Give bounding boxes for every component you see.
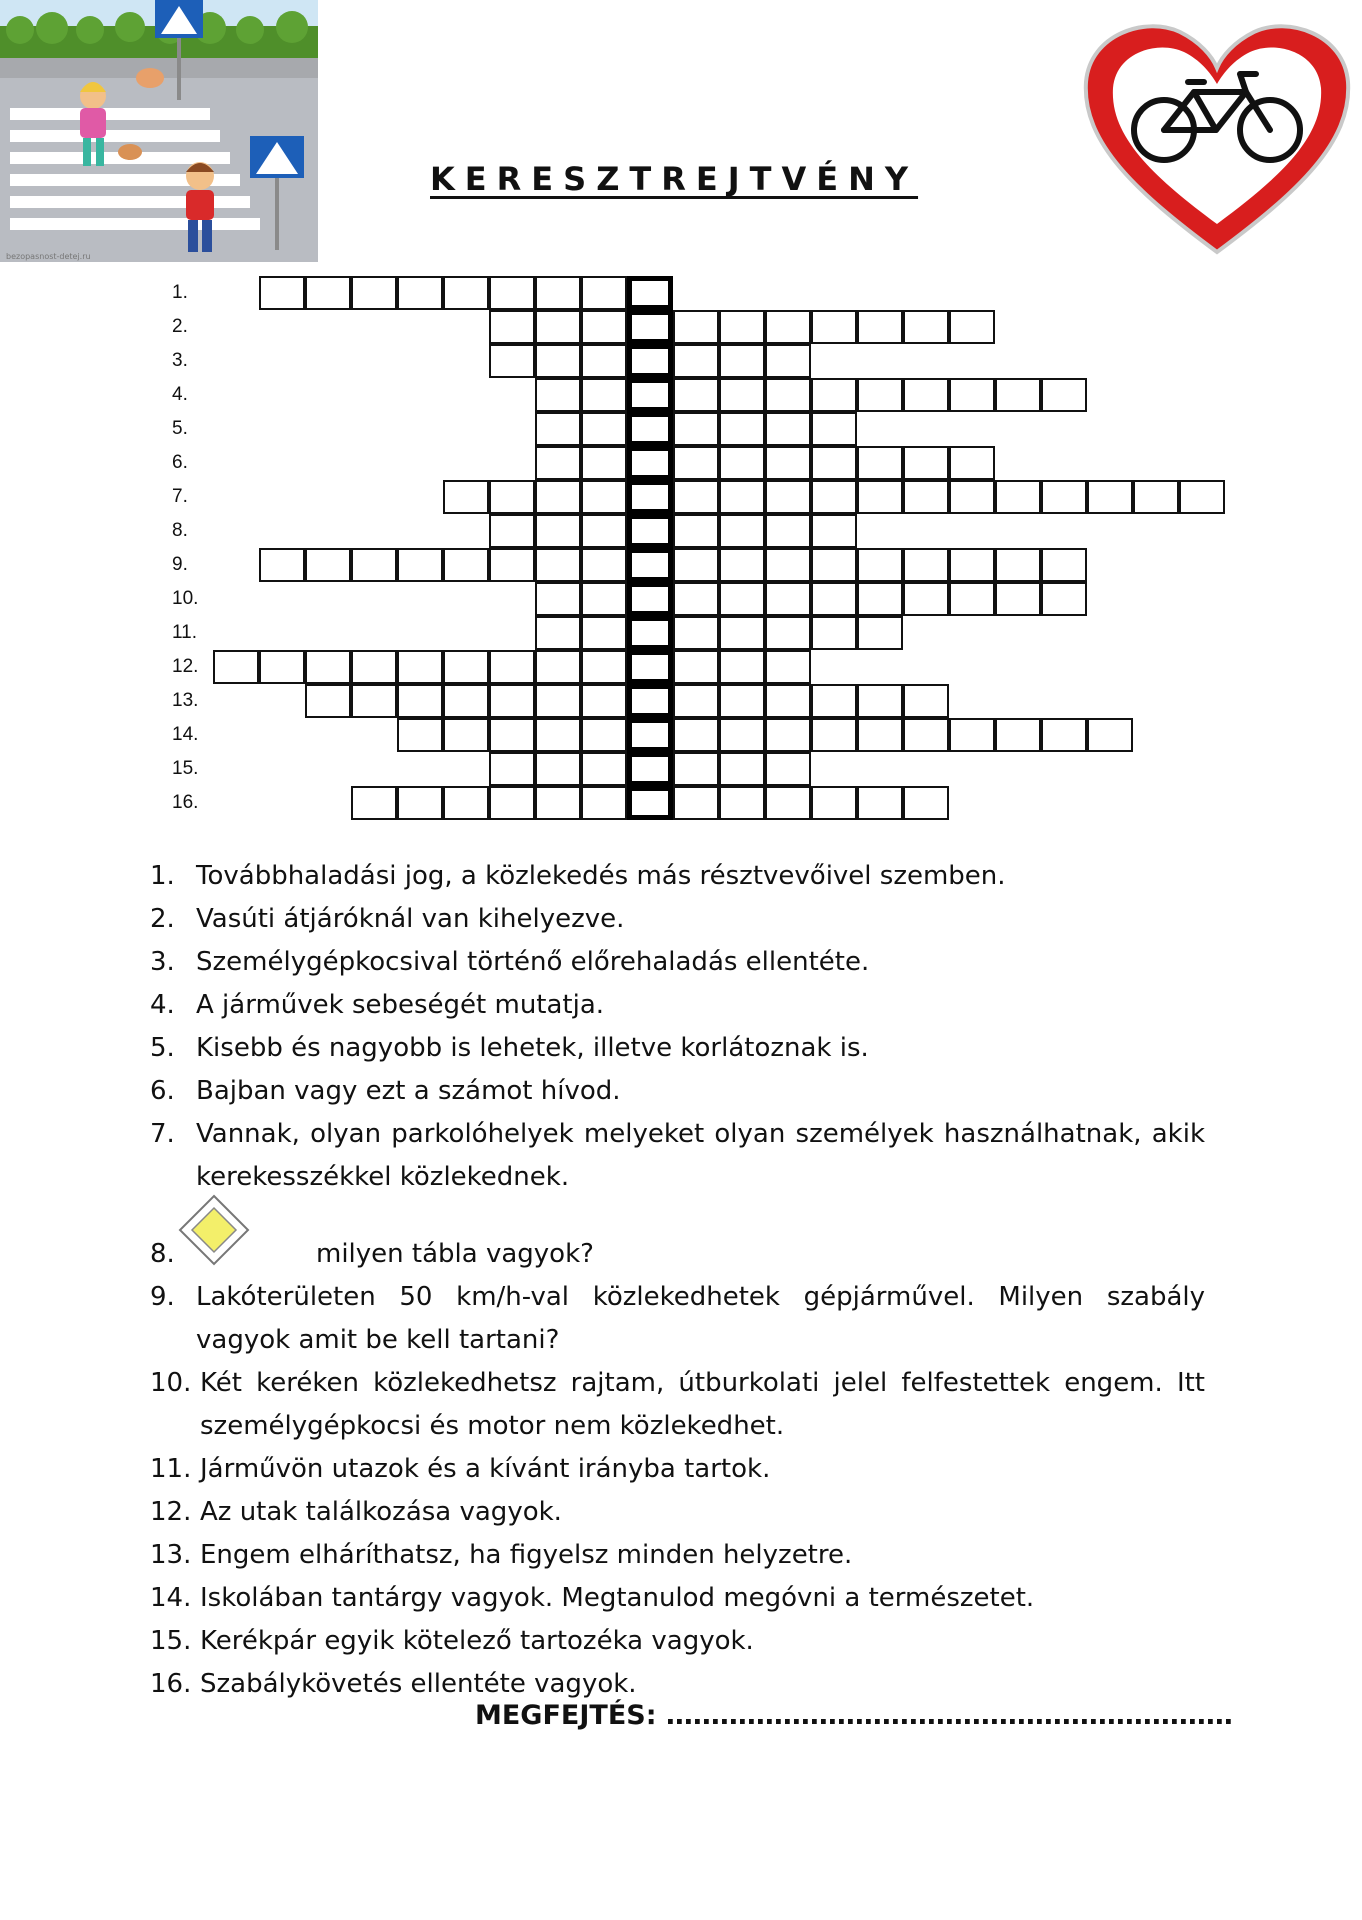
clue-item bbox=[150, 984, 1205, 1027]
letter-cell[interactable] bbox=[719, 378, 765, 412]
letter-cell[interactable] bbox=[213, 650, 259, 684]
letter-cell[interactable] bbox=[351, 786, 397, 820]
letter-cell[interactable] bbox=[811, 412, 857, 446]
letter-cell[interactable] bbox=[581, 480, 627, 514]
solution-cell[interactable] bbox=[627, 446, 673, 480]
letter-cell[interactable] bbox=[903, 446, 949, 480]
solution-cell[interactable] bbox=[627, 752, 673, 786]
letter-cell[interactable] bbox=[489, 310, 535, 344]
letter-cell[interactable] bbox=[305, 548, 351, 582]
clue-number: 1. bbox=[150, 861, 175, 891]
clue-number: 6. bbox=[150, 1076, 175, 1106]
solution-cell[interactable] bbox=[627, 684, 673, 718]
letter-cell[interactable] bbox=[949, 718, 995, 752]
clue-item bbox=[150, 1276, 1205, 1362]
row-number: 1. bbox=[172, 282, 188, 303]
clue-item bbox=[150, 855, 1205, 898]
letter-cell[interactable] bbox=[1179, 480, 1225, 514]
solution-cell[interactable] bbox=[627, 582, 673, 616]
letter-cell[interactable] bbox=[397, 684, 443, 718]
letter-cell[interactable] bbox=[995, 378, 1041, 412]
clue-text: Szabálykövetés ellentéte vagyok. bbox=[200, 1669, 637, 1699]
clue-number: 12. bbox=[150, 1497, 192, 1527]
row-number: 5. bbox=[172, 418, 188, 439]
letter-cell[interactable] bbox=[811, 378, 857, 412]
clue-number: 7. bbox=[150, 1119, 175, 1149]
letter-cell[interactable] bbox=[811, 582, 857, 616]
letter-cell[interactable] bbox=[673, 446, 719, 480]
letter-cell[interactable] bbox=[1087, 480, 1133, 514]
letter-cell[interactable] bbox=[581, 446, 627, 480]
letter-cell[interactable] bbox=[535, 310, 581, 344]
letter-cell[interactable] bbox=[535, 752, 581, 786]
letter-cell[interactable] bbox=[581, 616, 627, 650]
letter-cell[interactable] bbox=[765, 684, 811, 718]
letter-cell[interactable] bbox=[443, 786, 489, 820]
solution-cell[interactable] bbox=[627, 786, 673, 820]
priority-road-sign-slot bbox=[196, 1242, 316, 1262]
letter-cell[interactable] bbox=[673, 786, 719, 820]
letter-cell[interactable] bbox=[581, 718, 627, 752]
letter-cell[interactable] bbox=[489, 276, 535, 310]
letter-cell[interactable] bbox=[581, 310, 627, 344]
letter-cell[interactable] bbox=[765, 344, 811, 378]
row-number: 13. bbox=[172, 690, 199, 711]
letter-cell[interactable] bbox=[305, 650, 351, 684]
clue-text: Engem elháríthatsz, ha figyelsz minden helyzetre. bbox=[200, 1540, 853, 1570]
letter-cell[interactable] bbox=[581, 514, 627, 548]
letter-cell[interactable] bbox=[1041, 718, 1087, 752]
letter-cell[interactable] bbox=[903, 548, 949, 582]
clue-item bbox=[150, 1027, 1205, 1070]
letter-cell[interactable] bbox=[903, 378, 949, 412]
letter-cell[interactable] bbox=[673, 718, 719, 752]
letter-cell[interactable] bbox=[765, 480, 811, 514]
letter-cell[interactable] bbox=[719, 548, 765, 582]
solution-cell[interactable] bbox=[627, 548, 673, 582]
letter-cell[interactable] bbox=[535, 718, 581, 752]
letter-cell[interactable] bbox=[489, 514, 535, 548]
clue-text: milyen tábla vagyok? bbox=[316, 1239, 594, 1269]
letter-cell[interactable] bbox=[581, 582, 627, 616]
letter-cell[interactable] bbox=[673, 548, 719, 582]
letter-cell[interactable] bbox=[397, 650, 443, 684]
letter-cell[interactable] bbox=[351, 276, 397, 310]
solution-cell[interactable] bbox=[627, 616, 673, 650]
letter-cell[interactable] bbox=[259, 548, 305, 582]
page-title: KERESZTREJTVÉNY bbox=[430, 160, 919, 198]
letter-cell[interactable] bbox=[581, 684, 627, 718]
clue-text: A járművek sebeségét mutatja. bbox=[196, 990, 605, 1020]
priority-road-sign-icon bbox=[178, 1194, 250, 1266]
letter-cell[interactable] bbox=[489, 650, 535, 684]
letter-cell[interactable] bbox=[811, 514, 857, 548]
letter-cell[interactable] bbox=[811, 480, 857, 514]
row-number: 16. bbox=[172, 792, 199, 813]
letter-cell[interactable] bbox=[811, 310, 857, 344]
clue-text: Továbbhaladási jog, a közlekedés más résztvevőivel szemben. bbox=[196, 861, 1006, 891]
letter-cell[interactable] bbox=[903, 582, 949, 616]
letter-cell[interactable] bbox=[765, 582, 811, 616]
letter-cell[interactable] bbox=[719, 412, 765, 446]
solution-cell[interactable] bbox=[627, 718, 673, 752]
crosswalk-illustration bbox=[0, 0, 318, 262]
letter-cell[interactable] bbox=[673, 752, 719, 786]
letter-cell[interactable] bbox=[857, 616, 903, 650]
row-number: 2. bbox=[172, 316, 188, 337]
letter-cell[interactable] bbox=[995, 548, 1041, 582]
letter-cell[interactable] bbox=[581, 650, 627, 684]
row-number: 8. bbox=[172, 520, 188, 541]
letter-cell[interactable] bbox=[719, 344, 765, 378]
letter-cell[interactable] bbox=[949, 446, 995, 480]
clue-text: Személygépkocsival történő előrehaladás ellentéte. bbox=[196, 947, 870, 977]
letter-cell[interactable] bbox=[1041, 480, 1087, 514]
clue-number: 3. bbox=[150, 947, 175, 977]
letter-cell[interactable] bbox=[489, 548, 535, 582]
clue-text: Kerékpár egyik kötelező tartozéka vagyok. bbox=[200, 1626, 754, 1656]
letter-cell[interactable] bbox=[719, 514, 765, 548]
row-number: 6. bbox=[172, 452, 188, 473]
letter-cell[interactable] bbox=[443, 276, 489, 310]
clue-item bbox=[150, 1362, 1205, 1448]
solution-cell[interactable] bbox=[627, 412, 673, 446]
letter-cell[interactable] bbox=[995, 582, 1041, 616]
clue-text: Járművön utazok és a kívánt irányba tartok. bbox=[200, 1454, 771, 1484]
letter-cell[interactable] bbox=[719, 480, 765, 514]
row-number: 12. bbox=[172, 656, 199, 677]
letter-cell[interactable] bbox=[397, 718, 443, 752]
letter-cell[interactable] bbox=[995, 718, 1041, 752]
letter-cell[interactable] bbox=[719, 310, 765, 344]
letter-cell[interactable] bbox=[857, 786, 903, 820]
letter-cell[interactable] bbox=[719, 752, 765, 786]
letter-cell[interactable] bbox=[811, 684, 857, 718]
letter-cell[interactable] bbox=[443, 548, 489, 582]
letter-cell[interactable] bbox=[397, 276, 443, 310]
letter-cell[interactable] bbox=[351, 548, 397, 582]
letter-cell[interactable] bbox=[673, 378, 719, 412]
letter-cell[interactable] bbox=[673, 514, 719, 548]
letter-cell[interactable] bbox=[673, 344, 719, 378]
letter-cell[interactable] bbox=[1087, 718, 1133, 752]
letter-cell[interactable] bbox=[719, 446, 765, 480]
clue-text bbox=[196, 1233, 1205, 1276]
letter-cell[interactable] bbox=[535, 480, 581, 514]
letter-cell[interactable] bbox=[857, 684, 903, 718]
letter-cell[interactable] bbox=[535, 684, 581, 718]
row-number: 3. bbox=[172, 350, 188, 371]
crosswalk-scene-image bbox=[0, 0, 318, 262]
clue-number: 15. bbox=[150, 1626, 192, 1656]
clue-number: 11. bbox=[150, 1454, 192, 1484]
letter-cell[interactable] bbox=[489, 344, 535, 378]
letter-cell[interactable] bbox=[673, 616, 719, 650]
letter-cell[interactable] bbox=[397, 548, 443, 582]
letter-cell[interactable] bbox=[765, 412, 811, 446]
clue-number: 5. bbox=[150, 1033, 175, 1063]
letter-cell[interactable] bbox=[765, 548, 811, 582]
clue-item bbox=[150, 1070, 1205, 1113]
letter-cell[interactable] bbox=[535, 378, 581, 412]
letter-cell[interactable] bbox=[535, 446, 581, 480]
clue-number: 4. bbox=[150, 990, 175, 1020]
letter-cell[interactable] bbox=[673, 310, 719, 344]
solution-cell[interactable] bbox=[627, 344, 673, 378]
clue-text: Bajban vagy ezt a számot hívod. bbox=[196, 1076, 621, 1106]
letter-cell[interactable] bbox=[719, 718, 765, 752]
letter-cell[interactable] bbox=[765, 616, 811, 650]
letter-cell[interactable] bbox=[397, 786, 443, 820]
letter-cell[interactable] bbox=[581, 344, 627, 378]
letter-cell[interactable] bbox=[949, 582, 995, 616]
letter-cell[interactable] bbox=[903, 310, 949, 344]
letter-cell[interactable] bbox=[811, 548, 857, 582]
clue-item bbox=[150, 1491, 1205, 1534]
letter-cell[interactable] bbox=[443, 480, 489, 514]
letter-cell[interactable] bbox=[765, 718, 811, 752]
letter-cell[interactable] bbox=[581, 412, 627, 446]
letter-cell[interactable] bbox=[857, 548, 903, 582]
letter-cell[interactable] bbox=[673, 582, 719, 616]
letter-cell[interactable] bbox=[535, 786, 581, 820]
letter-cell[interactable] bbox=[1133, 480, 1179, 514]
letter-cell[interactable] bbox=[903, 684, 949, 718]
row-number: 11. bbox=[172, 622, 198, 643]
clue-number: 8. bbox=[150, 1239, 175, 1269]
row-number: 7. bbox=[172, 486, 188, 507]
letter-cell[interactable] bbox=[259, 276, 305, 310]
clue-number: 16. bbox=[150, 1669, 192, 1699]
row-number: 10. bbox=[172, 588, 199, 609]
solution-cell[interactable] bbox=[627, 378, 673, 412]
row-number: 15. bbox=[172, 758, 199, 779]
solution-line bbox=[475, 1700, 1233, 1731]
letter-cell[interactable] bbox=[673, 480, 719, 514]
letter-cell[interactable] bbox=[765, 514, 811, 548]
letter-cell[interactable] bbox=[765, 786, 811, 820]
bicycle-heart-sign-icon bbox=[1076, 12, 1358, 264]
clue-item bbox=[150, 1620, 1205, 1663]
letter-cell[interactable] bbox=[259, 650, 305, 684]
letter-cell[interactable] bbox=[673, 412, 719, 446]
image-credit: bezopasnost-detej.ru bbox=[6, 252, 91, 261]
letter-cell[interactable] bbox=[949, 378, 995, 412]
letter-cell[interactable] bbox=[719, 650, 765, 684]
solution-label: MEGFEJTÉS: bbox=[475, 1700, 657, 1731]
clue-item bbox=[150, 1448, 1205, 1491]
letter-cell[interactable] bbox=[673, 684, 719, 718]
clue-text: Vannak, olyan parkolóhelyek melyeket olyan személyek használhatnak, akik kerekesszékkel közlekednek. bbox=[196, 1119, 1205, 1192]
row-number: 14. bbox=[172, 724, 199, 745]
letter-cell[interactable] bbox=[949, 310, 995, 344]
letter-cell[interactable] bbox=[535, 650, 581, 684]
clue-number: 14. bbox=[150, 1583, 192, 1613]
solution-cell[interactable] bbox=[627, 276, 673, 310]
letter-cell[interactable] bbox=[535, 344, 581, 378]
letter-cell[interactable] bbox=[857, 310, 903, 344]
letter-cell[interactable] bbox=[857, 480, 903, 514]
clue-item bbox=[150, 1233, 1205, 1276]
clue-text: Két keréken közlekedhetsz rajtam, útburkolati jelel felfestettek engem. Itt személygépkocsi és motor nem közlekedhet. bbox=[200, 1368, 1205, 1441]
solution-cell[interactable] bbox=[627, 514, 673, 548]
letter-cell[interactable] bbox=[811, 616, 857, 650]
letter-cell[interactable] bbox=[489, 752, 535, 786]
clue-text: Kisebb és nagyobb is lehetek, illetve korlátoznak is. bbox=[196, 1033, 869, 1063]
clue-text: Az utak találkozása vagyok. bbox=[200, 1497, 562, 1527]
letter-cell[interactable] bbox=[443, 684, 489, 718]
clue-item bbox=[150, 1534, 1205, 1577]
letter-cell[interactable] bbox=[765, 752, 811, 786]
clue-number: 13. bbox=[150, 1540, 192, 1570]
solution-cell[interactable] bbox=[627, 650, 673, 684]
letter-cell[interactable] bbox=[765, 650, 811, 684]
row-number: 4. bbox=[172, 384, 188, 405]
letter-cell[interactable] bbox=[581, 786, 627, 820]
clue-number: 2. bbox=[150, 904, 175, 934]
clue-number: 9. bbox=[150, 1282, 175, 1312]
letter-cell[interactable] bbox=[535, 276, 581, 310]
letter-cell[interactable] bbox=[811, 446, 857, 480]
letter-cell[interactable] bbox=[1041, 378, 1087, 412]
letter-cell[interactable] bbox=[443, 718, 489, 752]
letter-cell[interactable] bbox=[719, 786, 765, 820]
clue-list bbox=[150, 855, 1205, 1706]
clue-item bbox=[150, 898, 1205, 941]
letter-cell[interactable] bbox=[535, 514, 581, 548]
clue-text: Lakóterületen 50 km/h-val közlekedhetek gépjárművel. Milyen szabály vagyok amit be kell tartani? bbox=[196, 1282, 1205, 1355]
letter-cell[interactable] bbox=[949, 548, 995, 582]
clue-text: Iskolában tantárgy vagyok. Megtanulod megóvni a természetet. bbox=[200, 1583, 1035, 1613]
letter-cell[interactable] bbox=[535, 412, 581, 446]
letter-cell[interactable] bbox=[903, 480, 949, 514]
letter-cell[interactable] bbox=[351, 684, 397, 718]
letter-cell[interactable] bbox=[489, 718, 535, 752]
solution-cell[interactable] bbox=[627, 480, 673, 514]
letter-cell[interactable] bbox=[535, 548, 581, 582]
letter-cell[interactable] bbox=[857, 446, 903, 480]
letter-cell[interactable] bbox=[489, 684, 535, 718]
letter-cell[interactable] bbox=[949, 480, 995, 514]
letter-cell[interactable] bbox=[1041, 582, 1087, 616]
letter-cell[interactable] bbox=[857, 378, 903, 412]
letter-cell[interactable] bbox=[305, 276, 351, 310]
row-number: 9. bbox=[172, 554, 188, 575]
letter-cell[interactable] bbox=[581, 276, 627, 310]
letter-cell[interactable] bbox=[489, 480, 535, 514]
solution-blank[interactable]: ……………………………………………………… bbox=[665, 1700, 1233, 1731]
letter-cell[interactable] bbox=[1041, 548, 1087, 582]
clue-item bbox=[150, 1113, 1205, 1199]
letter-cell[interactable] bbox=[305, 684, 351, 718]
letter-cell[interactable] bbox=[535, 616, 581, 650]
letter-cell[interactable] bbox=[903, 718, 949, 752]
letter-cell[interactable] bbox=[995, 480, 1041, 514]
letter-cell[interactable] bbox=[857, 718, 903, 752]
letter-cell[interactable] bbox=[765, 446, 811, 480]
clue-item bbox=[150, 1577, 1205, 1620]
clue-item bbox=[150, 941, 1205, 984]
letter-cell[interactable] bbox=[673, 650, 719, 684]
clue-number: 10. bbox=[150, 1368, 192, 1398]
letter-cell[interactable] bbox=[811, 786, 857, 820]
letter-cell[interactable] bbox=[489, 786, 535, 820]
solution-cell[interactable] bbox=[627, 310, 673, 344]
letter-cell[interactable] bbox=[535, 582, 581, 616]
letter-cell[interactable] bbox=[765, 378, 811, 412]
letter-cell[interactable] bbox=[903, 786, 949, 820]
letter-cell[interactable] bbox=[581, 548, 627, 582]
letter-cell[interactable] bbox=[765, 310, 811, 344]
clue-text: Vasúti átjáróknál van kihelyezve. bbox=[196, 904, 625, 934]
letter-cell[interactable] bbox=[581, 378, 627, 412]
letter-cell[interactable] bbox=[581, 752, 627, 786]
letter-cell[interactable] bbox=[857, 582, 903, 616]
letter-cell[interactable] bbox=[351, 650, 397, 684]
letter-cell[interactable] bbox=[811, 718, 857, 752]
letter-cell[interactable] bbox=[443, 650, 489, 684]
letter-cell[interactable] bbox=[719, 582, 765, 616]
letter-cell[interactable] bbox=[719, 616, 765, 650]
letter-cell[interactable] bbox=[719, 684, 765, 718]
